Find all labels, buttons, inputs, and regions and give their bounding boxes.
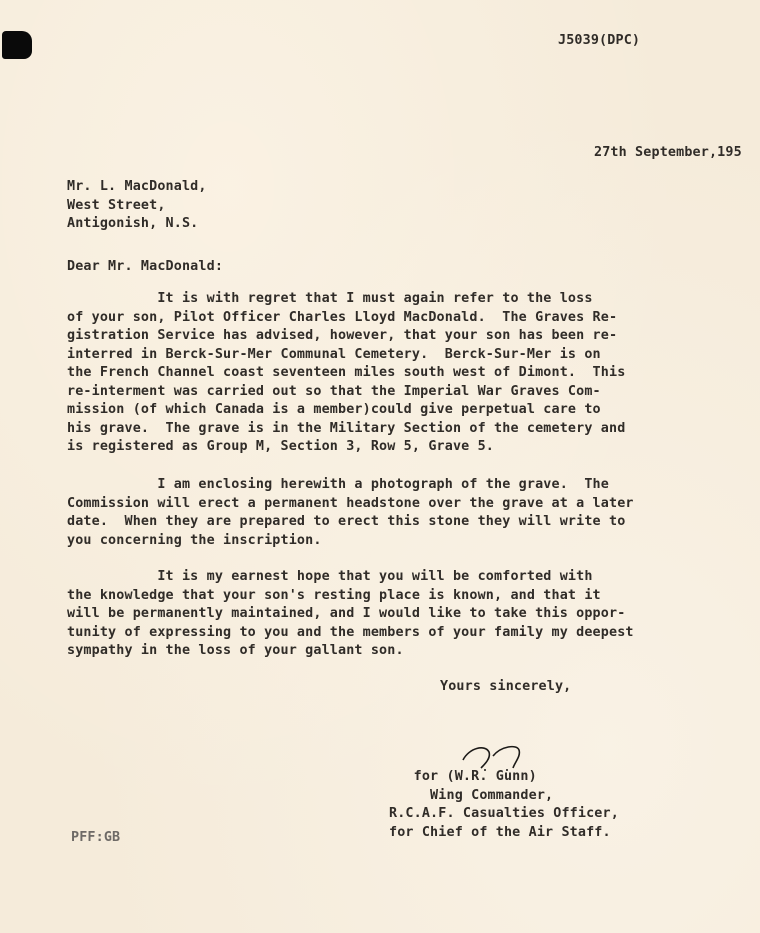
text-line: I am enclosing herewith a photograph of the grave. The	[67, 477, 609, 492]
signature-block	[389, 768, 619, 842]
recipient-street: West Street,	[67, 197, 166, 213]
text-line: interred in Berck-Sur-Mer Communal Cemetery. Berck-Sur-Mer is on	[67, 346, 601, 362]
recipient-town: Antigonish, N.S.	[67, 216, 199, 231]
text-line: gistration Service has advised, however, that your son has been re-	[67, 328, 618, 343]
text-line: It is with regret that I must again refer to the loss	[67, 291, 593, 306]
signatory-name: for (W.R. Gunn)	[389, 769, 537, 784]
text-line: his grave. The grave is in the Military Section of the cemetery and	[67, 420, 626, 436]
text-line: tunity of expressing to you and the members of your family my deepest	[67, 624, 634, 640]
signatory-rank: Wing Commander,	[389, 787, 554, 803]
closing: Yours sincerely,	[440, 679, 572, 694]
text-line: date. When they are prepared to erect this stone they will write to	[67, 514, 626, 529]
text-line: mission (of which Canada is a member)could give perpetual care to	[67, 402, 601, 417]
punch-hole	[2, 31, 32, 59]
letter-date: 27th September,195	[594, 145, 742, 160]
salutation: Dear Mr. MacDonald:	[67, 259, 224, 274]
paragraph-1	[67, 290, 625, 457]
recipient-name: Mr. L. MacDonald,	[67, 179, 207, 194]
text-line: of your son, Pilot Officer Charles Lloyd MacDonald. The Graves Re-	[67, 309, 618, 325]
paragraph-3	[67, 568, 634, 661]
text-line: It is my earnest hope that you will be comforted with	[67, 569, 593, 584]
text-line: sympathy in the loss of your gallant son.	[67, 643, 404, 658]
typist-initials: PFF:GB	[71, 830, 121, 845]
text-line: the French Channel coast seventeen miles south west of Dimont. This	[67, 365, 626, 380]
paragraph-2	[67, 476, 634, 550]
signatory-on-behalf: for Chief of the Air Staff.	[389, 824, 611, 840]
signatory-title: R.C.A.F. Casualties Officer,	[389, 806, 619, 821]
text-line: Commission will erect a permanent headstone over the grave at a later	[67, 495, 634, 511]
reference-number: J5039(DPC)	[558, 33, 641, 48]
text-line: is registered as Group M, Section 3, Row 5, Grave 5.	[67, 439, 495, 454]
text-line: the knowledge that your son's resting place is known, and that it	[67, 587, 601, 603]
text-line: will be permanently maintained, and I would like to take this oppor-	[67, 606, 626, 621]
recipient-address	[67, 178, 207, 234]
text-line: you concerning the inscription.	[67, 532, 322, 548]
text-line: re-interment was carried out so that the Imperial War Graves Com-	[67, 383, 601, 399]
